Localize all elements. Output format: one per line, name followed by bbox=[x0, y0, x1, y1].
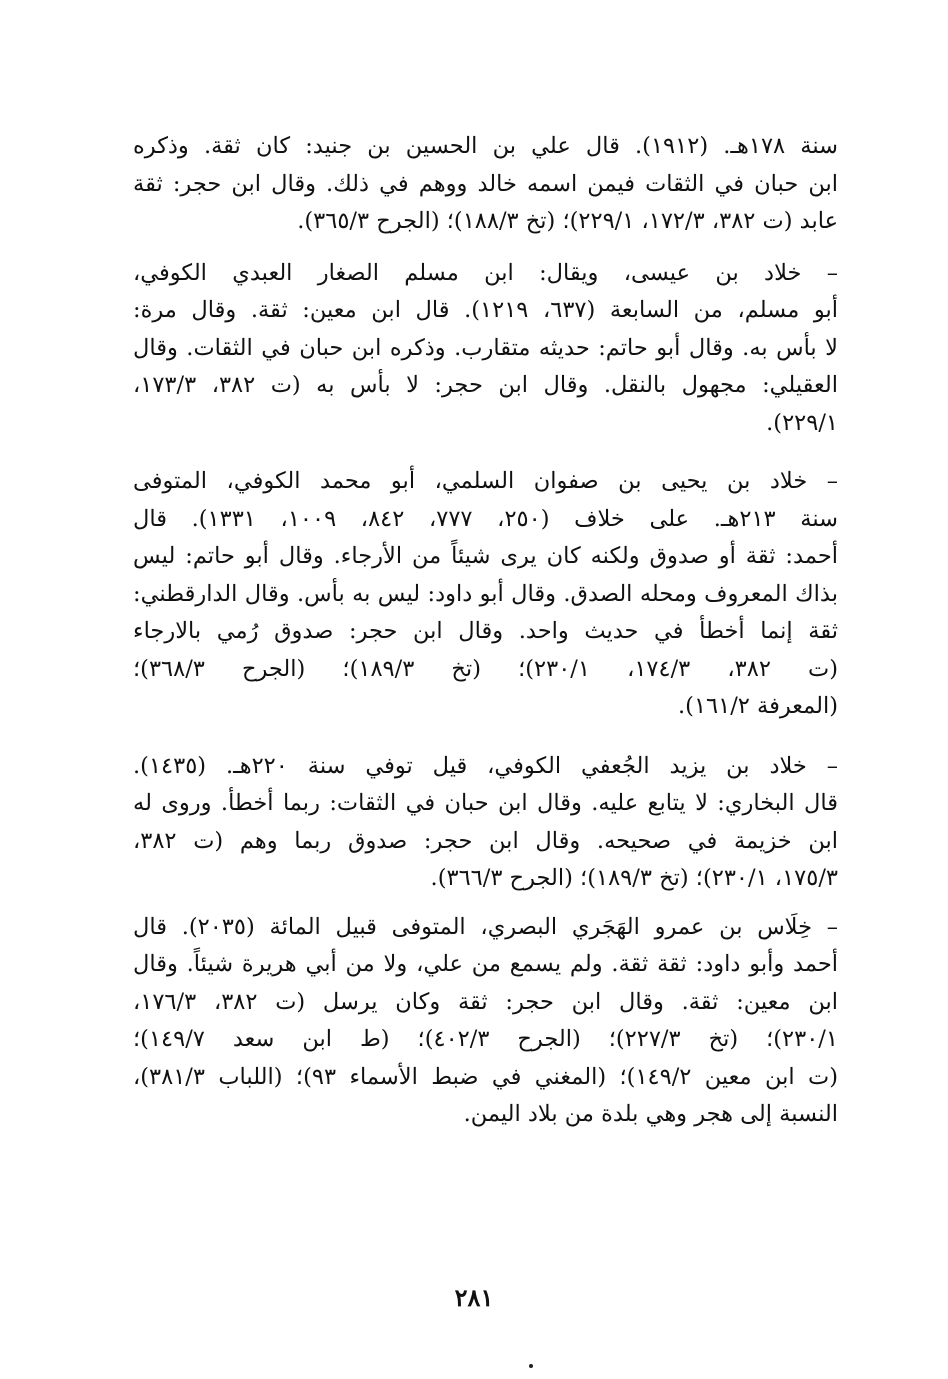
text-line: سنة ٢١٣هـ. على خلاف (٢٥٠، ٧٧٧، ٨٤٢، ١٠٠٩، ١٣٣١). قال bbox=[133, 505, 838, 532]
text-line: ١٧٥/٣، ٢٣٠/١)؛ (تخ ١٨٩/٣)؛ (الجرح ٣٦٦/٣). bbox=[430, 865, 838, 891]
text-line: ثقة إنما أخطأ في حديث واحد. وقال ابن حجر: صدوق رُمي بالارجاء bbox=[133, 618, 838, 644]
text-line: أبو مسلم، من السابعة (٦٣٧، ١٢١٩). قال ابن معين: ثقة. وقال مرة: bbox=[133, 297, 838, 323]
text-line: (المعرفة ١٦١/٢). bbox=[678, 693, 838, 719]
text-line: النسبة إلى هجر وهي بلدة من بلاد اليمن. bbox=[463, 1101, 838, 1127]
entry-khallad-bin-yazid bbox=[133, 748, 838, 898]
entry-continuation bbox=[133, 128, 838, 241]
text-line: ابن معين: ثقة. وقال ابن حجر: ثقة وكان يرسل (ت ٣٨٢، ١٧٦/٣، bbox=[133, 988, 838, 1015]
text-line: قال البخاري: لا يتابع عليه. وقال ابن حبان في الثقات: ربما أخطأ. وروى له bbox=[133, 790, 838, 816]
text-line: العقيلي: مجهول بالنقل. وقال ابن حجر: لا بأس به (ت ٣٨٢، ١٧٣/٣، bbox=[133, 372, 838, 398]
text-line: (ت ٣٨٢، ١٧٤/٣، ٢٣٠/١)؛ (تخ ١٨٩/٣)؛ (الجرح ٣٦٨/٣)؛ bbox=[133, 655, 838, 682]
text-line: ابن خزيمة في صحيحه. وقال ابن حجر: صدوق ربما وهم (ت ٣٨٢، bbox=[133, 827, 838, 854]
text-line: ٢٣٠/١)؛ (تخ ٢٢٧/٣)؛ (الجرح ٤٠٢/٣)؛ (ط ابن سعد ١٤٩/٧)؛ bbox=[133, 1026, 838, 1052]
text-line: أحمد: ثقة أو صدوق ولكنه كان يرى شيئاً من الأرجاء. وقال أبو حاتم: ليس bbox=[133, 543, 838, 569]
paragraph-gap bbox=[133, 241, 838, 255]
paragraph-gap bbox=[133, 898, 838, 909]
text-line: لا بأس به. وقال أبو حاتم: حديثه متقارب. وذكره ابن حبان في الثقات. وقال bbox=[133, 334, 838, 361]
text-line: ٢٢٩/١). bbox=[766, 409, 838, 436]
text-line: – خلاد بن عيسى، ويقال: ابن مسلم الصغار العبدي الكوفي، bbox=[133, 259, 838, 286]
text-line: (ت ابن معين ١٤٩/٢)؛ (المغني في ضبط الأسماء ٩٣)؛ (اللباب ٣٨١/٣)، bbox=[133, 1063, 838, 1090]
text-line: أحمد وأبو داود: ثقة ثقة. ولم يسمع من علي، ولا من أبي هريرة شيئاً. وقال bbox=[133, 951, 838, 977]
entry-khallad-bin-yahya bbox=[133, 463, 838, 726]
text-line: بذاك المعروف ومحله الصدق. وقال أبو داود: ليس به بأس. وقال الدارقطني: bbox=[133, 580, 838, 607]
text-line: سنة ١٧٨هـ. (١٩١٢). قال علي بن الحسين بن جنيد: كان ثقة. وذكره bbox=[133, 133, 838, 159]
text-line: ابن حبان في الثقات فيمن اسمه خالد ووهم في ذلك. وقال ابن حجر: ثقة bbox=[133, 170, 838, 197]
paragraph-gap bbox=[133, 726, 838, 748]
text-line: – خلاد بن يحيى بن صفوان السلمي، أبو محمد الكوفي، المتوفى bbox=[133, 468, 838, 494]
stray-mark bbox=[529, 1364, 533, 1368]
page-body bbox=[133, 128, 838, 1134]
paragraph-gap bbox=[133, 442, 838, 463]
text-line: – خِلَاس بن عمرو الهَجَري البصري، المتوفى قبيل المائة (٢٠٣٥). قال bbox=[133, 913, 838, 940]
entry-khallad-bin-isa bbox=[133, 255, 838, 443]
text-line: عابد (ت ٣٨٢، ١٧٢/٣، ٢٢٩/١)؛ (تخ ١٨٨/٣)؛ (الجرح ٣٦٥/٣). bbox=[297, 208, 838, 234]
entry-khilas-bin-amr bbox=[133, 909, 838, 1134]
page-number: ٢٨١ bbox=[454, 1283, 494, 1312]
text-line: – خلاد بن يزيد الجُعفي الكوفي، قيل توفي سنة ٢٢٠هـ. (١٤٣٥). bbox=[133, 752, 838, 779]
